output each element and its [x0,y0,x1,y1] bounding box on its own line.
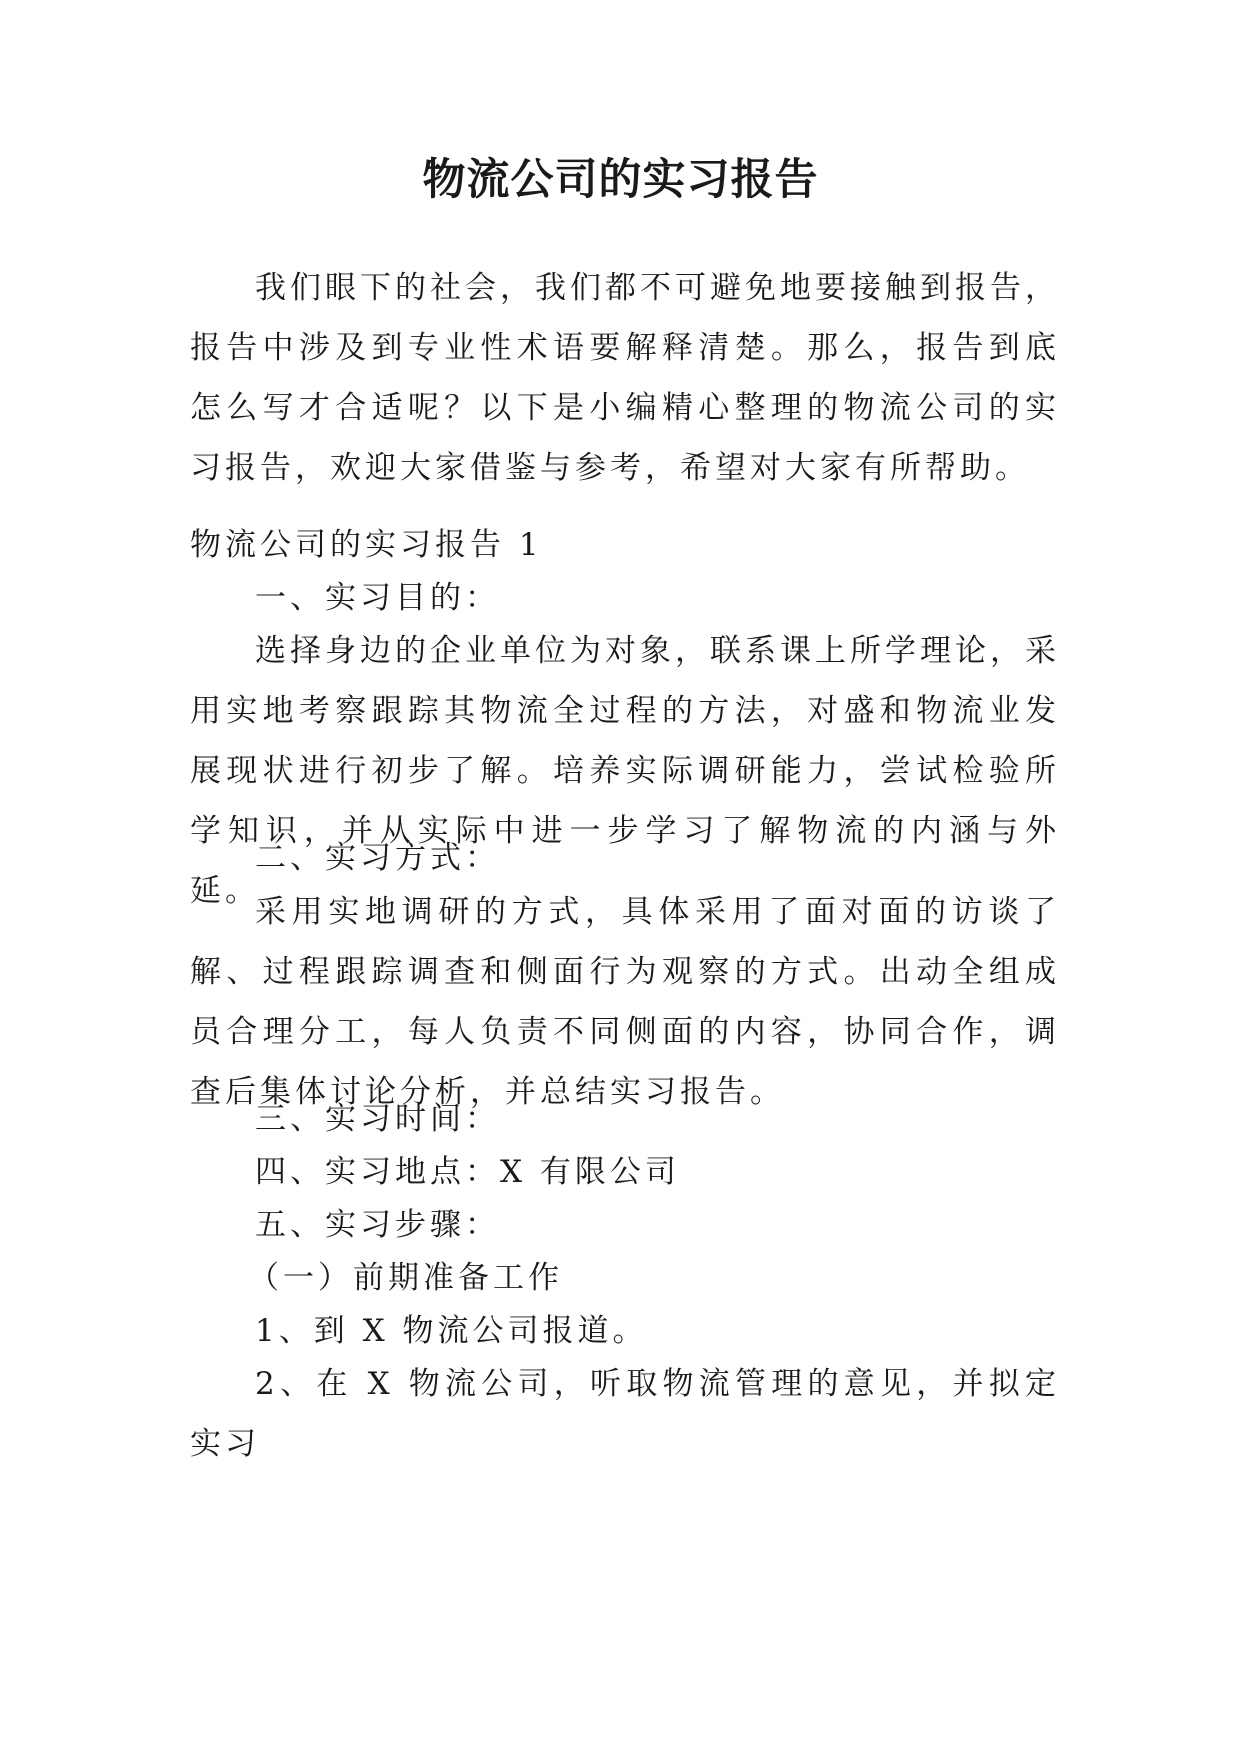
section-heading: 物流公司的实习报告 1 [190,527,543,563]
steps-heading: 五、实习步骤： [255,1207,500,1243]
step-1: 1、到 X 物流公司报道。 [255,1313,648,1349]
prep-heading: （一）前期准备工作 [248,1260,563,1296]
method-heading: 二、实习方式： [255,840,500,876]
purpose-paragraph: 选择身边的企业单位为对象，联系课上所学理论，采用实地考察跟踪其物流全过程的方法，对盛和物流业发展现状进行初步了解。培养实际调研能力，尝试检验所学知识，并从实际中进一步学习了解物流的内涵与外延。 [190,633,1060,909]
purpose-heading: 一、实习目的： [255,580,500,616]
method-paragraph: 采用实地调研的方式，具体采用了面对面的访谈了解、过程跟踪调查和侧面行为观察的方式。出动全组成员合理分工，每人负责不同侧面的内容，协同合作，调查后集体讨论分析，并总结实习报告。 [190,894,1060,1110]
time-heading: 三、实习时间： [255,1101,500,1137]
document-title: 物流公司的实习报告 [422,155,819,205]
intro-paragraph: 我们眼下的社会，我们都不可避免地要接触到报告，报告中涉及到专业性术语要解释清楚。那么，报告到底怎么写才合适呢？以下是小编精心整理的物流公司的实习报告，欢迎大家借鉴与参考，希望对大家有所帮助。 [190,270,1060,486]
step-2: 2、在 X 物流公司，听取物流管理的意见，并拟定实习 [190,1366,1060,1462]
place-heading: 四、实习地点：X 有限公司 [255,1154,680,1190]
